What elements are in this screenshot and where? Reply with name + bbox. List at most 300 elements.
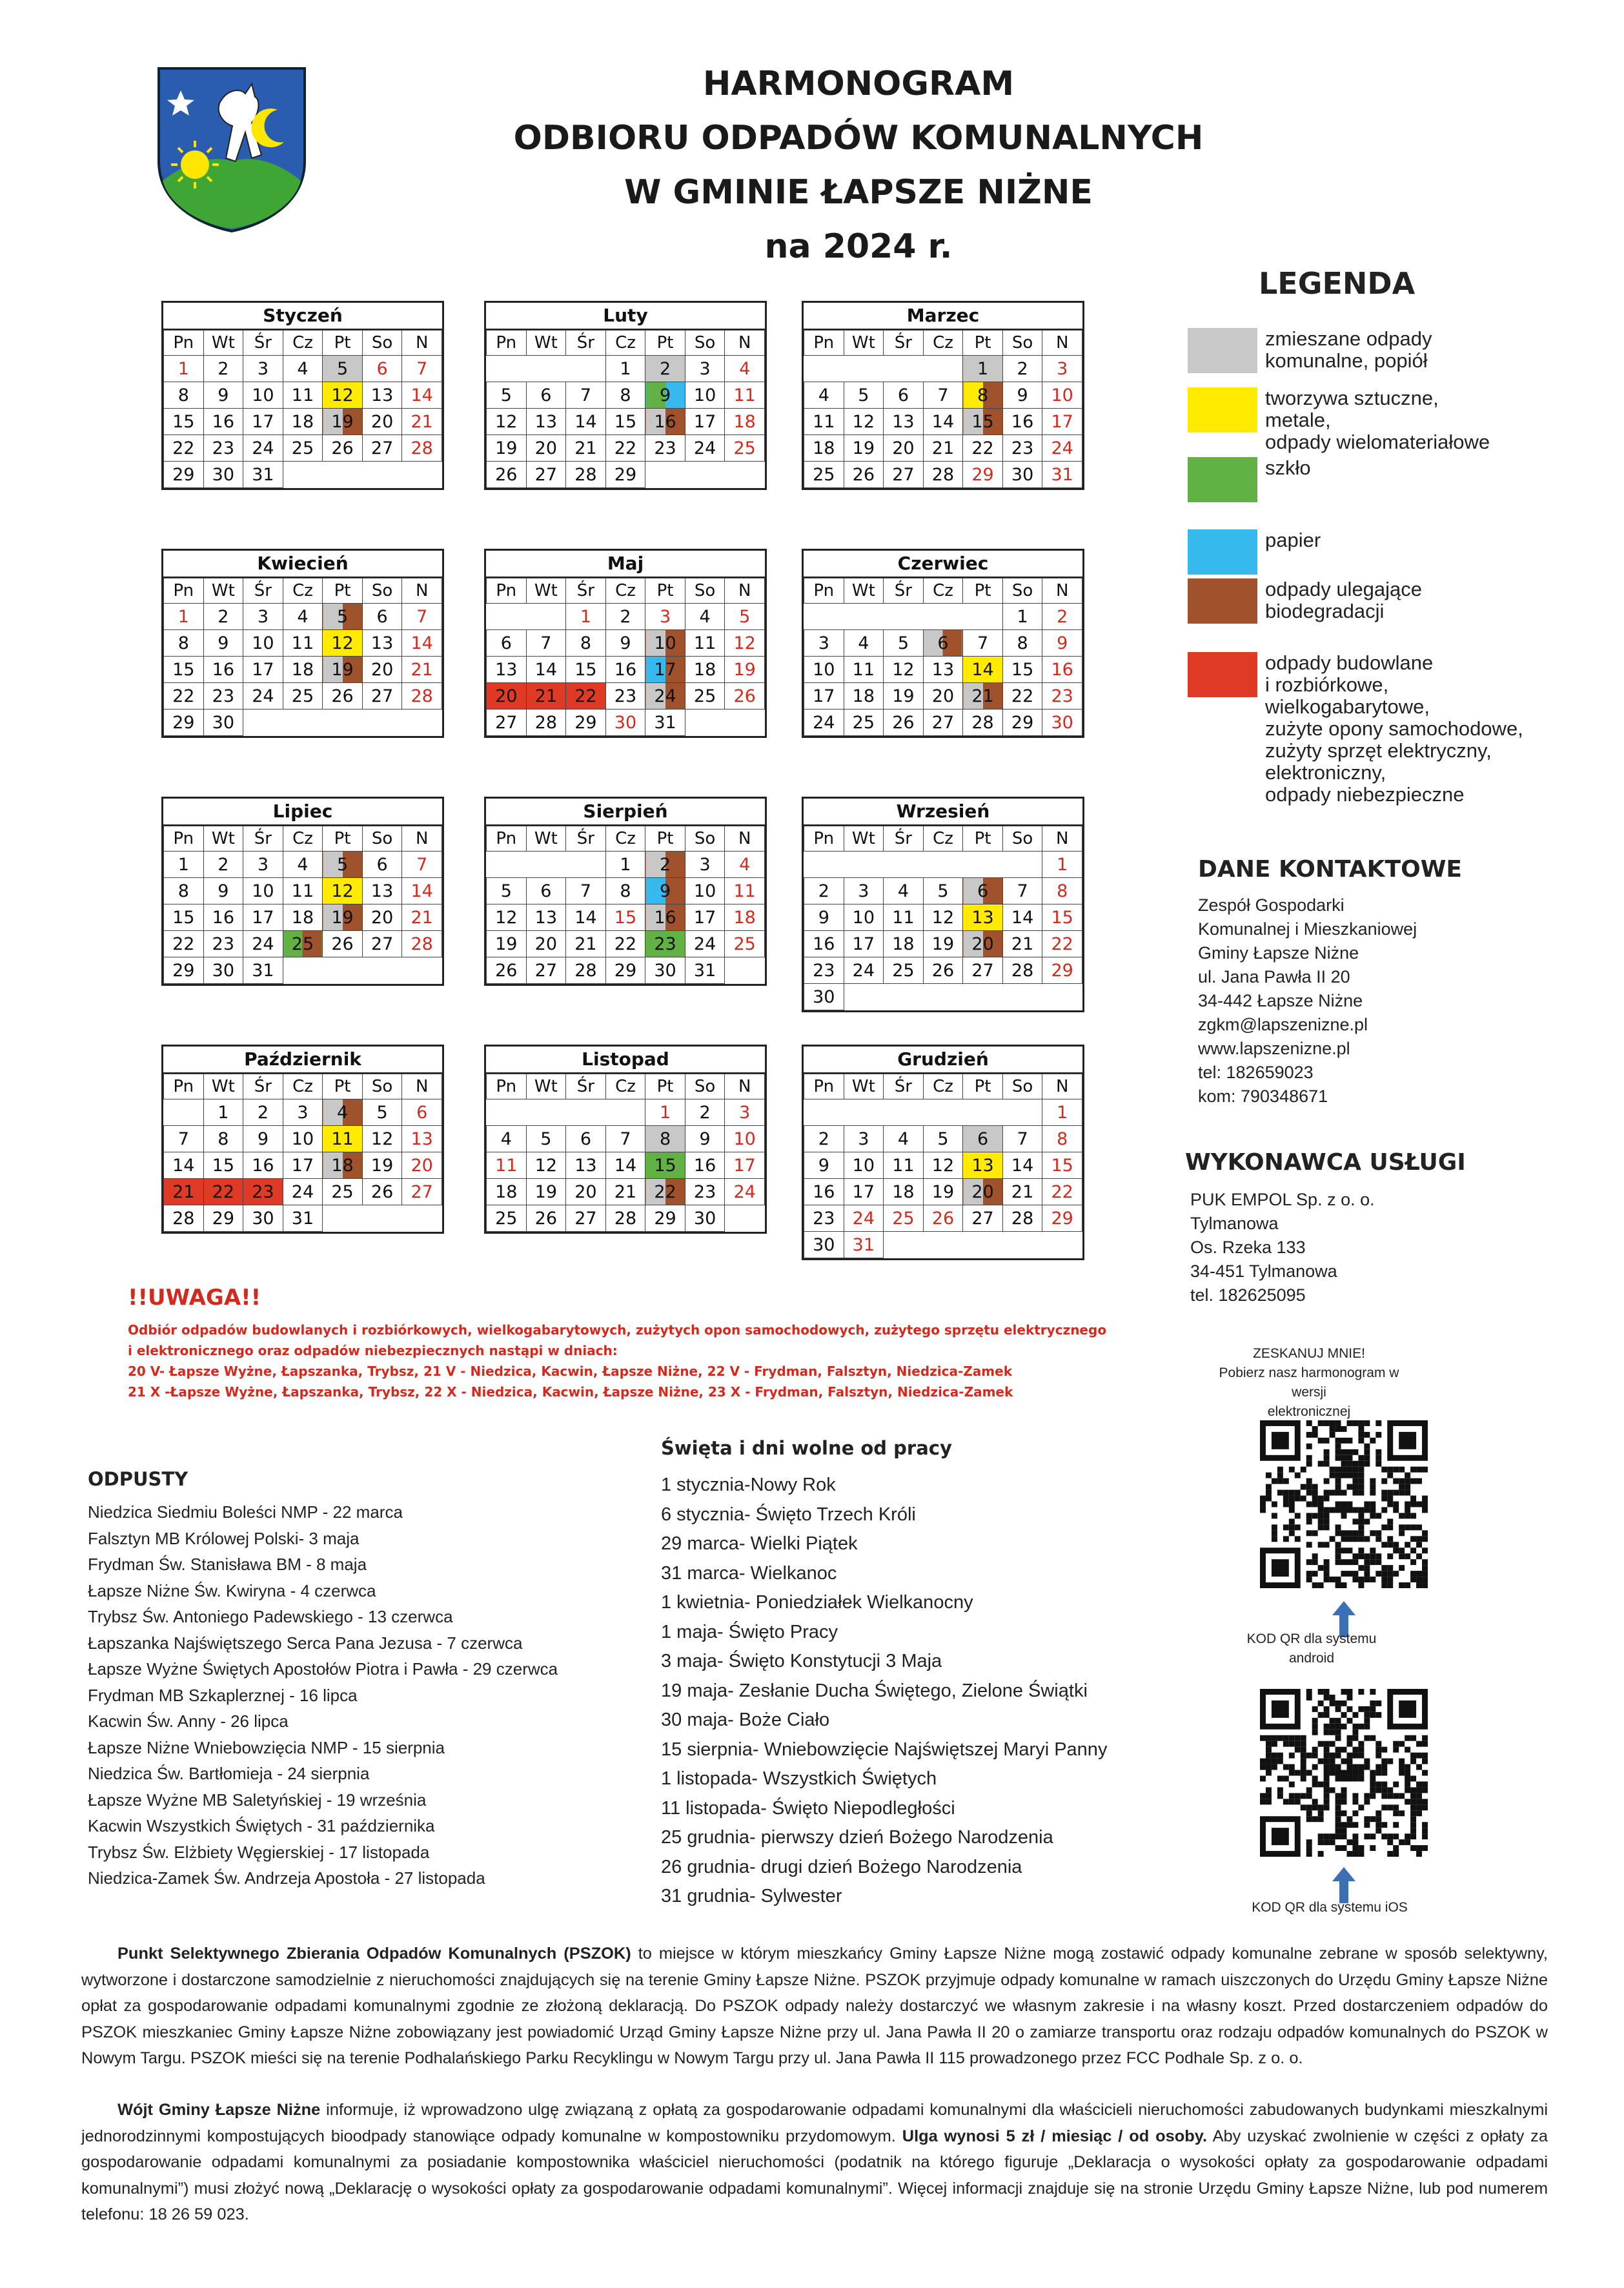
day-cell: 14 bbox=[402, 382, 442, 409]
weekday-header: Pn bbox=[487, 826, 527, 852]
empty-cell bbox=[963, 1232, 1003, 1258]
empty-cell bbox=[487, 604, 527, 630]
day-cell: 4 bbox=[685, 604, 725, 630]
day-cell: 9 bbox=[645, 382, 685, 409]
day-cell: 2 bbox=[1042, 604, 1082, 630]
day-cell: 23 bbox=[685, 1179, 725, 1205]
day-cell: 11 bbox=[884, 904, 924, 931]
day-cell: 21 bbox=[402, 904, 442, 931]
day-cell: 21 bbox=[963, 683, 1003, 710]
holiday-item: 15 sierpnia- Wniebowzięcie Najświętszej Maryi Panny bbox=[661, 1739, 1108, 1760]
weekday-header: Cz bbox=[283, 578, 323, 604]
weekday-header: Pn bbox=[164, 331, 204, 356]
day-cell: 16 bbox=[645, 904, 685, 931]
day-cell: 17 bbox=[685, 409, 725, 435]
day-cell: 19 bbox=[725, 657, 765, 683]
weekday-header: Wt bbox=[844, 1074, 884, 1099]
day-cell: 7 bbox=[402, 852, 442, 878]
legend-title: LEGENDA bbox=[1259, 266, 1416, 301]
holiday-item: 26 grudnia- drugi dzień Bożego Narodzenia bbox=[661, 1856, 1022, 1877]
day-cell: 7 bbox=[402, 604, 442, 630]
day-cell: 8 bbox=[1042, 1126, 1082, 1152]
empty-cell bbox=[725, 1205, 765, 1232]
day-cell: 29 bbox=[645, 1205, 685, 1232]
day-cell: 2 bbox=[804, 1126, 844, 1152]
odpusty-title: ODPUSTY bbox=[88, 1468, 188, 1490]
warning-line: 21 X -Łapsze Wyżne, Łapszanka, Trybsz, 22 X - Niedzica, Kacwin, Łapsze Niżne, 23 X - Frydman, Falsztyn, Niedzica-Zamek bbox=[128, 1384, 1013, 1400]
contact-line: 34-442 Łapsze Niżne bbox=[1198, 991, 1363, 1010]
day-cell: 15 bbox=[164, 409, 204, 435]
day-cell: 22 bbox=[164, 435, 204, 462]
month-name: Wrzesień bbox=[804, 799, 1082, 826]
month-name: Grudzień bbox=[804, 1047, 1082, 1074]
day-cell: 7 bbox=[402, 356, 442, 382]
weekday-header: So bbox=[362, 1074, 402, 1099]
day-cell: 9 bbox=[203, 878, 243, 904]
day-cell: 27 bbox=[402, 1179, 442, 1205]
day-cell: 12 bbox=[323, 630, 363, 657]
day-cell: 31 bbox=[685, 957, 725, 984]
empty-cell bbox=[963, 984, 1003, 1010]
month-name: Czerwiec bbox=[804, 551, 1082, 578]
contact-line: tel: 182659023 bbox=[1198, 1063, 1314, 1082]
legend-swatch bbox=[1188, 387, 1257, 433]
day-cell: 11 bbox=[725, 382, 765, 409]
month-calendar bbox=[802, 301, 1084, 490]
empty-cell bbox=[963, 852, 1003, 878]
day-cell: 30 bbox=[605, 710, 645, 736]
day-cell: 12 bbox=[487, 904, 527, 931]
day-cell: 2 bbox=[203, 852, 243, 878]
weekday-header: Wt bbox=[203, 826, 243, 852]
day-cell: 22 bbox=[605, 931, 645, 957]
weekday-header: So bbox=[1002, 1074, 1042, 1099]
legend-swatch bbox=[1188, 578, 1257, 624]
holiday-item: 1 listopada- Wszystkich Świętych bbox=[661, 1768, 937, 1789]
empty-cell bbox=[804, 356, 844, 382]
day-cell: 8 bbox=[963, 382, 1003, 409]
odpusty-list bbox=[88, 1499, 558, 1892]
day-cell: 18 bbox=[844, 683, 884, 710]
empty-cell bbox=[487, 356, 527, 382]
day-cell: 3 bbox=[844, 878, 884, 904]
day-cell: 27 bbox=[362, 683, 402, 710]
pszok-lead: Punkt Selektywnego Zbierania Odpadów Komunalnych (PSZOK) bbox=[117, 1945, 631, 1963]
day-cell: 25 bbox=[884, 1205, 924, 1232]
day-cell: 15 bbox=[645, 1152, 685, 1179]
weekday-header: Śr bbox=[566, 578, 606, 604]
weekday-header: So bbox=[685, 1074, 725, 1099]
day-cell: 15 bbox=[1042, 904, 1082, 931]
day-cell: 2 bbox=[645, 852, 685, 878]
day-cell: 17 bbox=[804, 683, 844, 710]
weekday-header: Pt bbox=[963, 578, 1003, 604]
odpust-item: Trybsz Św. Antoniego Padewskiego - 13 czerwca bbox=[88, 1607, 453, 1626]
odpust-item: Frydman Św. Stanisława BM - 8 maja bbox=[88, 1555, 367, 1574]
weekday-header: Cz bbox=[923, 331, 963, 356]
day-cell: 23 bbox=[1002, 435, 1042, 462]
day-cell: 23 bbox=[645, 435, 685, 462]
empty-cell bbox=[884, 356, 924, 382]
empty-cell bbox=[804, 852, 844, 878]
title-line-1: HARMONOGRAM bbox=[702, 65, 1015, 103]
odpust-item: Niedzica Św. Bartłomieja - 24 sierpnia bbox=[88, 1764, 370, 1783]
legend-swatch bbox=[1188, 652, 1257, 697]
empty-cell bbox=[923, 1099, 963, 1126]
day-cell: 11 bbox=[323, 1126, 363, 1152]
empty-cell bbox=[283, 957, 323, 984]
weekday-header: Wt bbox=[844, 578, 884, 604]
month-name: Maj bbox=[486, 551, 765, 578]
weekday-header: N bbox=[1042, 826, 1082, 852]
empty-cell bbox=[725, 462, 765, 488]
empty-cell bbox=[402, 957, 442, 984]
legend-label-line: odpady niebezpieczne bbox=[1265, 783, 1465, 806]
empty-cell bbox=[923, 852, 963, 878]
day-cell: 14 bbox=[164, 1152, 204, 1179]
day-cell: 22 bbox=[963, 435, 1003, 462]
page-title bbox=[400, 57, 1317, 274]
month-name: Lipiec bbox=[163, 799, 442, 826]
qr-code-ios-icon[interactable] bbox=[1260, 1689, 1428, 1857]
day-cell: 9 bbox=[1042, 630, 1082, 657]
day-cell: 31 bbox=[283, 1205, 323, 1232]
day-cell: 14 bbox=[566, 904, 606, 931]
day-cell: 7 bbox=[1002, 1126, 1042, 1152]
qr-code-android-icon[interactable] bbox=[1260, 1420, 1428, 1588]
month-calendar bbox=[161, 301, 444, 490]
day-cell: 19 bbox=[362, 1152, 402, 1179]
day-cell: 15 bbox=[1042, 1152, 1082, 1179]
legend-label-line: odpady ulegające bbox=[1265, 578, 1423, 600]
day-cell: 14 bbox=[1002, 904, 1042, 931]
day-cell: 22 bbox=[1042, 931, 1082, 957]
day-cell: 26 bbox=[526, 1205, 566, 1232]
day-cell: 6 bbox=[487, 630, 527, 657]
day-cell: 23 bbox=[605, 683, 645, 710]
day-cell: 11 bbox=[804, 409, 844, 435]
day-cell: 15 bbox=[605, 904, 645, 931]
weekday-header: Wt bbox=[203, 578, 243, 604]
day-cell: 12 bbox=[844, 409, 884, 435]
day-cell: 18 bbox=[725, 409, 765, 435]
day-cell: 10 bbox=[685, 878, 725, 904]
day-cell: 15 bbox=[605, 409, 645, 435]
weekday-header: Pt bbox=[323, 826, 363, 852]
weekday-header: Pn bbox=[164, 578, 204, 604]
weekday-header: Wt bbox=[203, 1074, 243, 1099]
day-cell: 16 bbox=[203, 904, 243, 931]
day-cell: 16 bbox=[203, 657, 243, 683]
day-cell: 16 bbox=[685, 1152, 725, 1179]
day-cell: 30 bbox=[645, 957, 685, 984]
qr-scan-caption bbox=[1206, 1344, 1412, 1422]
empty-cell bbox=[526, 604, 566, 630]
empty-cell bbox=[362, 1205, 402, 1232]
empty-cell bbox=[1042, 1232, 1082, 1258]
day-cell: 22 bbox=[1002, 683, 1042, 710]
day-cell: 4 bbox=[884, 1126, 924, 1152]
weekday-header: So bbox=[1002, 331, 1042, 356]
day-cell: 27 bbox=[963, 957, 1003, 984]
day-cell: 26 bbox=[725, 683, 765, 710]
weekday-header: Pt bbox=[323, 331, 363, 356]
day-cell: 3 bbox=[685, 356, 725, 382]
weekday-header: Śr bbox=[884, 578, 924, 604]
weekday-header: Wt bbox=[844, 331, 884, 356]
day-cell: 13 bbox=[402, 1126, 442, 1152]
day-cell: 3 bbox=[243, 356, 283, 382]
day-cell: 31 bbox=[243, 957, 283, 984]
day-cell: 23 bbox=[203, 683, 243, 710]
day-cell: 11 bbox=[725, 878, 765, 904]
empty-cell bbox=[323, 710, 363, 736]
day-cell: 11 bbox=[487, 1152, 527, 1179]
legend-label bbox=[1265, 652, 1601, 806]
day-cell: 13 bbox=[963, 904, 1003, 931]
weekday-header: So bbox=[685, 578, 725, 604]
odpust-item: Frydman MB Szkaplerznej - 16 lipca bbox=[88, 1685, 358, 1705]
holiday-item: 31 grudnia- Sylwester bbox=[661, 1886, 842, 1906]
day-cell: 5 bbox=[487, 878, 527, 904]
day-cell: 16 bbox=[1002, 409, 1042, 435]
contact-line: ul. Jana Pawła II 20 bbox=[1198, 967, 1350, 986]
empty-cell bbox=[283, 710, 323, 736]
day-cell: 24 bbox=[283, 1179, 323, 1205]
day-cell: 30 bbox=[243, 1205, 283, 1232]
day-cell: 3 bbox=[645, 604, 685, 630]
day-cell: 30 bbox=[804, 1232, 844, 1258]
day-cell: 13 bbox=[362, 382, 402, 409]
day-cell: 19 bbox=[923, 1179, 963, 1205]
day-cell: 27 bbox=[566, 1205, 606, 1232]
day-cell: 13 bbox=[923, 657, 963, 683]
day-cell: 28 bbox=[605, 1205, 645, 1232]
empty-cell bbox=[1002, 852, 1042, 878]
day-cell: 21 bbox=[605, 1179, 645, 1205]
day-cell: 28 bbox=[566, 957, 606, 984]
day-cell: 24 bbox=[725, 1179, 765, 1205]
contractor-details bbox=[1190, 1188, 1375, 1307]
day-cell: 12 bbox=[487, 409, 527, 435]
wojt-lead: Wójt Gminy Łapsze Niżne bbox=[117, 2101, 321, 2119]
day-cell: 18 bbox=[487, 1179, 527, 1205]
day-cell: 8 bbox=[164, 630, 204, 657]
legend-swatch bbox=[1188, 328, 1257, 373]
holiday-item: 29 marca- Wielki Piątek bbox=[661, 1533, 858, 1554]
day-cell: 19 bbox=[923, 931, 963, 957]
day-cell: 1 bbox=[164, 852, 204, 878]
day-cell: 15 bbox=[1002, 657, 1042, 683]
weekday-header: So bbox=[1002, 826, 1042, 852]
day-cell: 25 bbox=[725, 435, 765, 462]
warning-title: !!UWAGA!! bbox=[128, 1285, 261, 1311]
legend-label-line: metale, bbox=[1265, 409, 1331, 431]
day-cell: 12 bbox=[923, 1152, 963, 1179]
empty-cell bbox=[884, 604, 924, 630]
day-cell: 27 bbox=[362, 931, 402, 957]
day-cell: 21 bbox=[402, 657, 442, 683]
contact-line: Gminy Łapsze Niżne bbox=[1198, 943, 1359, 963]
wojt-discount: Ulga wynosi 5 zł / miesiąc / od osoby. bbox=[902, 2127, 1208, 2145]
day-cell: 24 bbox=[685, 435, 725, 462]
day-cell: 19 bbox=[884, 683, 924, 710]
day-cell: 4 bbox=[283, 604, 323, 630]
day-cell: 16 bbox=[804, 1179, 844, 1205]
empty-cell bbox=[725, 957, 765, 984]
weekday-header: Śr bbox=[243, 331, 283, 356]
empty-cell bbox=[605, 1099, 645, 1126]
weekday-header: Cz bbox=[923, 1074, 963, 1099]
day-cell: 6 bbox=[526, 878, 566, 904]
day-cell: 28 bbox=[1002, 957, 1042, 984]
day-cell: 20 bbox=[566, 1179, 606, 1205]
wojt-text-2: Aby uzyskać zwolnienie w części z opłaty za gospodarowanie odpadami komunalnymi za posiadanie kompostownika właściciel nieruchomości (podatnik na którego figuruje „Deklaracja o wysokości opłaty za gospodarowanie odpadami komunalnymi”) musi złożyć nową „Deklarację o wysokości opłaty za gospodarowanie odpadami komunalnymi”. Więcej informacji znajduje się na stronie Urzędu Gminy Łapsze Niżne, lub pod numerem telefonu: 18 26 59 023. bbox=[81, 2127, 1548, 2223]
contractor-line: 34-451 Tylmanowa bbox=[1190, 1261, 1337, 1281]
holiday-item: 6 stycznia- Święto Trzech Króli bbox=[661, 1504, 916, 1525]
day-cell: 29 bbox=[203, 1205, 243, 1232]
day-cell: 25 bbox=[804, 462, 844, 488]
day-cell: 24 bbox=[844, 1205, 884, 1232]
empty-cell bbox=[362, 957, 402, 984]
day-cell: 29 bbox=[566, 710, 606, 736]
weekday-header: Pn bbox=[487, 578, 527, 604]
legend-label bbox=[1265, 457, 1601, 479]
day-cell: 26 bbox=[323, 435, 363, 462]
day-cell: 20 bbox=[884, 435, 924, 462]
month-name: Październik bbox=[163, 1047, 442, 1074]
day-cell: 25 bbox=[725, 931, 765, 957]
contractor-line: Tylmanowa bbox=[1190, 1214, 1279, 1233]
title-line-4: na 2024 r. bbox=[764, 227, 953, 266]
weekday-header: Pn bbox=[804, 1074, 844, 1099]
legend-label-line: szkło bbox=[1265, 456, 1311, 479]
day-cell: 21 bbox=[923, 435, 963, 462]
day-cell: 1 bbox=[605, 852, 645, 878]
empty-cell bbox=[566, 1099, 606, 1126]
qr-scan-line: elektronicznej bbox=[1267, 1404, 1351, 1419]
odpust-item: Falsztyn MB Królowej Polski- 3 maja bbox=[88, 1528, 360, 1548]
day-cell: 7 bbox=[605, 1126, 645, 1152]
weekday-header: Pn bbox=[804, 578, 844, 604]
day-cell: 29 bbox=[1042, 957, 1082, 984]
weekday-header: Wt bbox=[526, 826, 566, 852]
day-cell: 4 bbox=[487, 1126, 527, 1152]
odpust-item: Niedzica Siedmiu Boleści NMP - 22 marca bbox=[88, 1502, 403, 1522]
odpust-item: Łapsze Niżne Wniebowzięcia NMP - 15 sierpnia bbox=[88, 1737, 445, 1757]
month-name: Marzec bbox=[804, 303, 1082, 330]
empty-cell bbox=[487, 1099, 527, 1126]
empty-cell bbox=[323, 462, 363, 488]
day-cell: 27 bbox=[963, 1205, 1003, 1232]
weekday-header: Cz bbox=[605, 578, 645, 604]
day-cell: 25 bbox=[487, 1205, 527, 1232]
day-cell: 8 bbox=[164, 878, 204, 904]
empty-cell bbox=[243, 710, 283, 736]
holiday-item: 1 kwietnia- Poniedziałek Wielkanocny bbox=[661, 1592, 973, 1613]
weekday-header: Cz bbox=[283, 331, 323, 356]
day-cell: 6 bbox=[963, 1126, 1003, 1152]
day-cell: 3 bbox=[844, 1126, 884, 1152]
month-calendar bbox=[161, 797, 444, 986]
day-cell: 2 bbox=[804, 878, 844, 904]
day-cell: 27 bbox=[526, 957, 566, 984]
holiday-item: 1 maja- Święto Pracy bbox=[661, 1621, 838, 1642]
wojt-text-1: informuje, iż wprowadzono ulgę związaną z opłatą za gospodarowanie odpadami komunalnymi dla właścicieli nieruchomości zabudowanych budynkami mieszkalnymi jednorodzinnymi kompostujących bioodpady stanowiące odpady komunalne w kompostowniku przydomowym. bbox=[81, 2101, 1548, 2145]
day-cell: 8 bbox=[203, 1126, 243, 1152]
weekday-header: Pn bbox=[804, 331, 844, 356]
day-cell: 29 bbox=[164, 710, 204, 736]
qr-android-label: KOD QR dla systemu android bbox=[1246, 1631, 1377, 1666]
day-cell: 2 bbox=[1002, 356, 1042, 382]
empty-cell bbox=[323, 1205, 363, 1232]
day-cell: 17 bbox=[243, 657, 283, 683]
day-cell: 10 bbox=[243, 382, 283, 409]
day-cell: 29 bbox=[1002, 710, 1042, 736]
weekday-header: Cz bbox=[923, 578, 963, 604]
day-cell: 9 bbox=[804, 904, 844, 931]
day-cell: 11 bbox=[283, 382, 323, 409]
weekday-header: N bbox=[1042, 578, 1082, 604]
day-cell: 29 bbox=[164, 957, 204, 984]
empty-cell bbox=[1002, 1099, 1042, 1126]
empty-cell bbox=[402, 462, 442, 488]
empty-cell bbox=[963, 1099, 1003, 1126]
empty-cell bbox=[963, 604, 1003, 630]
weekday-header: Wt bbox=[844, 826, 884, 852]
day-cell: 14 bbox=[402, 630, 442, 657]
month-name: Luty bbox=[486, 303, 765, 330]
day-cell: 21 bbox=[1002, 1179, 1042, 1205]
day-cell: 17 bbox=[243, 409, 283, 435]
empty-cell bbox=[1002, 984, 1042, 1010]
day-cell: 24 bbox=[1042, 435, 1082, 462]
day-cell: 14 bbox=[526, 657, 566, 683]
day-cell: 13 bbox=[526, 904, 566, 931]
qr-scan-line: ZESKANUJ MNIE! bbox=[1253, 1346, 1365, 1361]
month-calendar bbox=[161, 549, 444, 738]
day-cell: 12 bbox=[923, 904, 963, 931]
warning-line: i elektronicznego oraz odpadów niebezpiecznych nastąpi w dniach: bbox=[128, 1343, 618, 1358]
day-cell: 14 bbox=[566, 409, 606, 435]
day-cell: 17 bbox=[725, 1152, 765, 1179]
holiday-item: 19 maja- Zesłanie Ducha Świętego, Zielone Świątki bbox=[661, 1680, 1088, 1701]
day-cell: 9 bbox=[243, 1126, 283, 1152]
legend-label-line: papier bbox=[1265, 529, 1321, 551]
pszok-text: to miejsce w którym mieszkańcy Gminy Łapsze Niżne mogą zostawić odpady komunalne zebrane w sposób selektywny, wytworzone i dostarczone samodzielnie z nieruchomości znajdujących się na terenie Gminy Łapsze Niżne. PSZOK przyjmuje odpady komunalne w ramach uiszczonych do Urzędu Gminy Łapsze Niżne opłat za gospodarowanie odpadami komunalnymi zgodnie ze złożoną deklaracją. Do PSZOK odpady należy dostarczyć we własnym zakresie i na własny koszt. Przed dostarczeniem odpadów do PSZOK mieszkaniec Gminy Łapsze Niżne zobowiązany jest powiadomić Urząd Gminy Łapsze Niżne przy ul. Jana Pawła II 20 o zamiarze transportu oraz rodzaju odpadów komunalnych do PSZOK w Nowym Targu. PSZOK mieści się na terenie Podhalańskiego Parku Recyklingu w Nowym Targu przy ul. Jana Pawła II 115 prowadzonego przez FCC Podhale Sp. z o. o. bbox=[81, 1945, 1548, 2067]
day-cell: 29 bbox=[963, 462, 1003, 488]
day-cell: 27 bbox=[923, 710, 963, 736]
day-cell: 24 bbox=[685, 931, 725, 957]
day-cell: 5 bbox=[323, 356, 363, 382]
empty-cell bbox=[526, 356, 566, 382]
day-cell: 16 bbox=[243, 1152, 283, 1179]
warning-text bbox=[128, 1320, 1106, 1402]
weekday-header: Wt bbox=[526, 331, 566, 356]
day-cell: 7 bbox=[566, 382, 606, 409]
day-cell: 15 bbox=[963, 409, 1003, 435]
month-calendar bbox=[484, 301, 767, 490]
legend-label bbox=[1265, 328, 1601, 372]
day-cell: 27 bbox=[526, 462, 566, 488]
day-cell: 19 bbox=[526, 1179, 566, 1205]
day-cell: 23 bbox=[645, 931, 685, 957]
day-cell: 30 bbox=[804, 984, 844, 1010]
weekday-header: Śr bbox=[566, 826, 606, 852]
day-cell: 10 bbox=[804, 657, 844, 683]
weekday-header: Cz bbox=[605, 826, 645, 852]
day-cell: 3 bbox=[804, 630, 844, 657]
